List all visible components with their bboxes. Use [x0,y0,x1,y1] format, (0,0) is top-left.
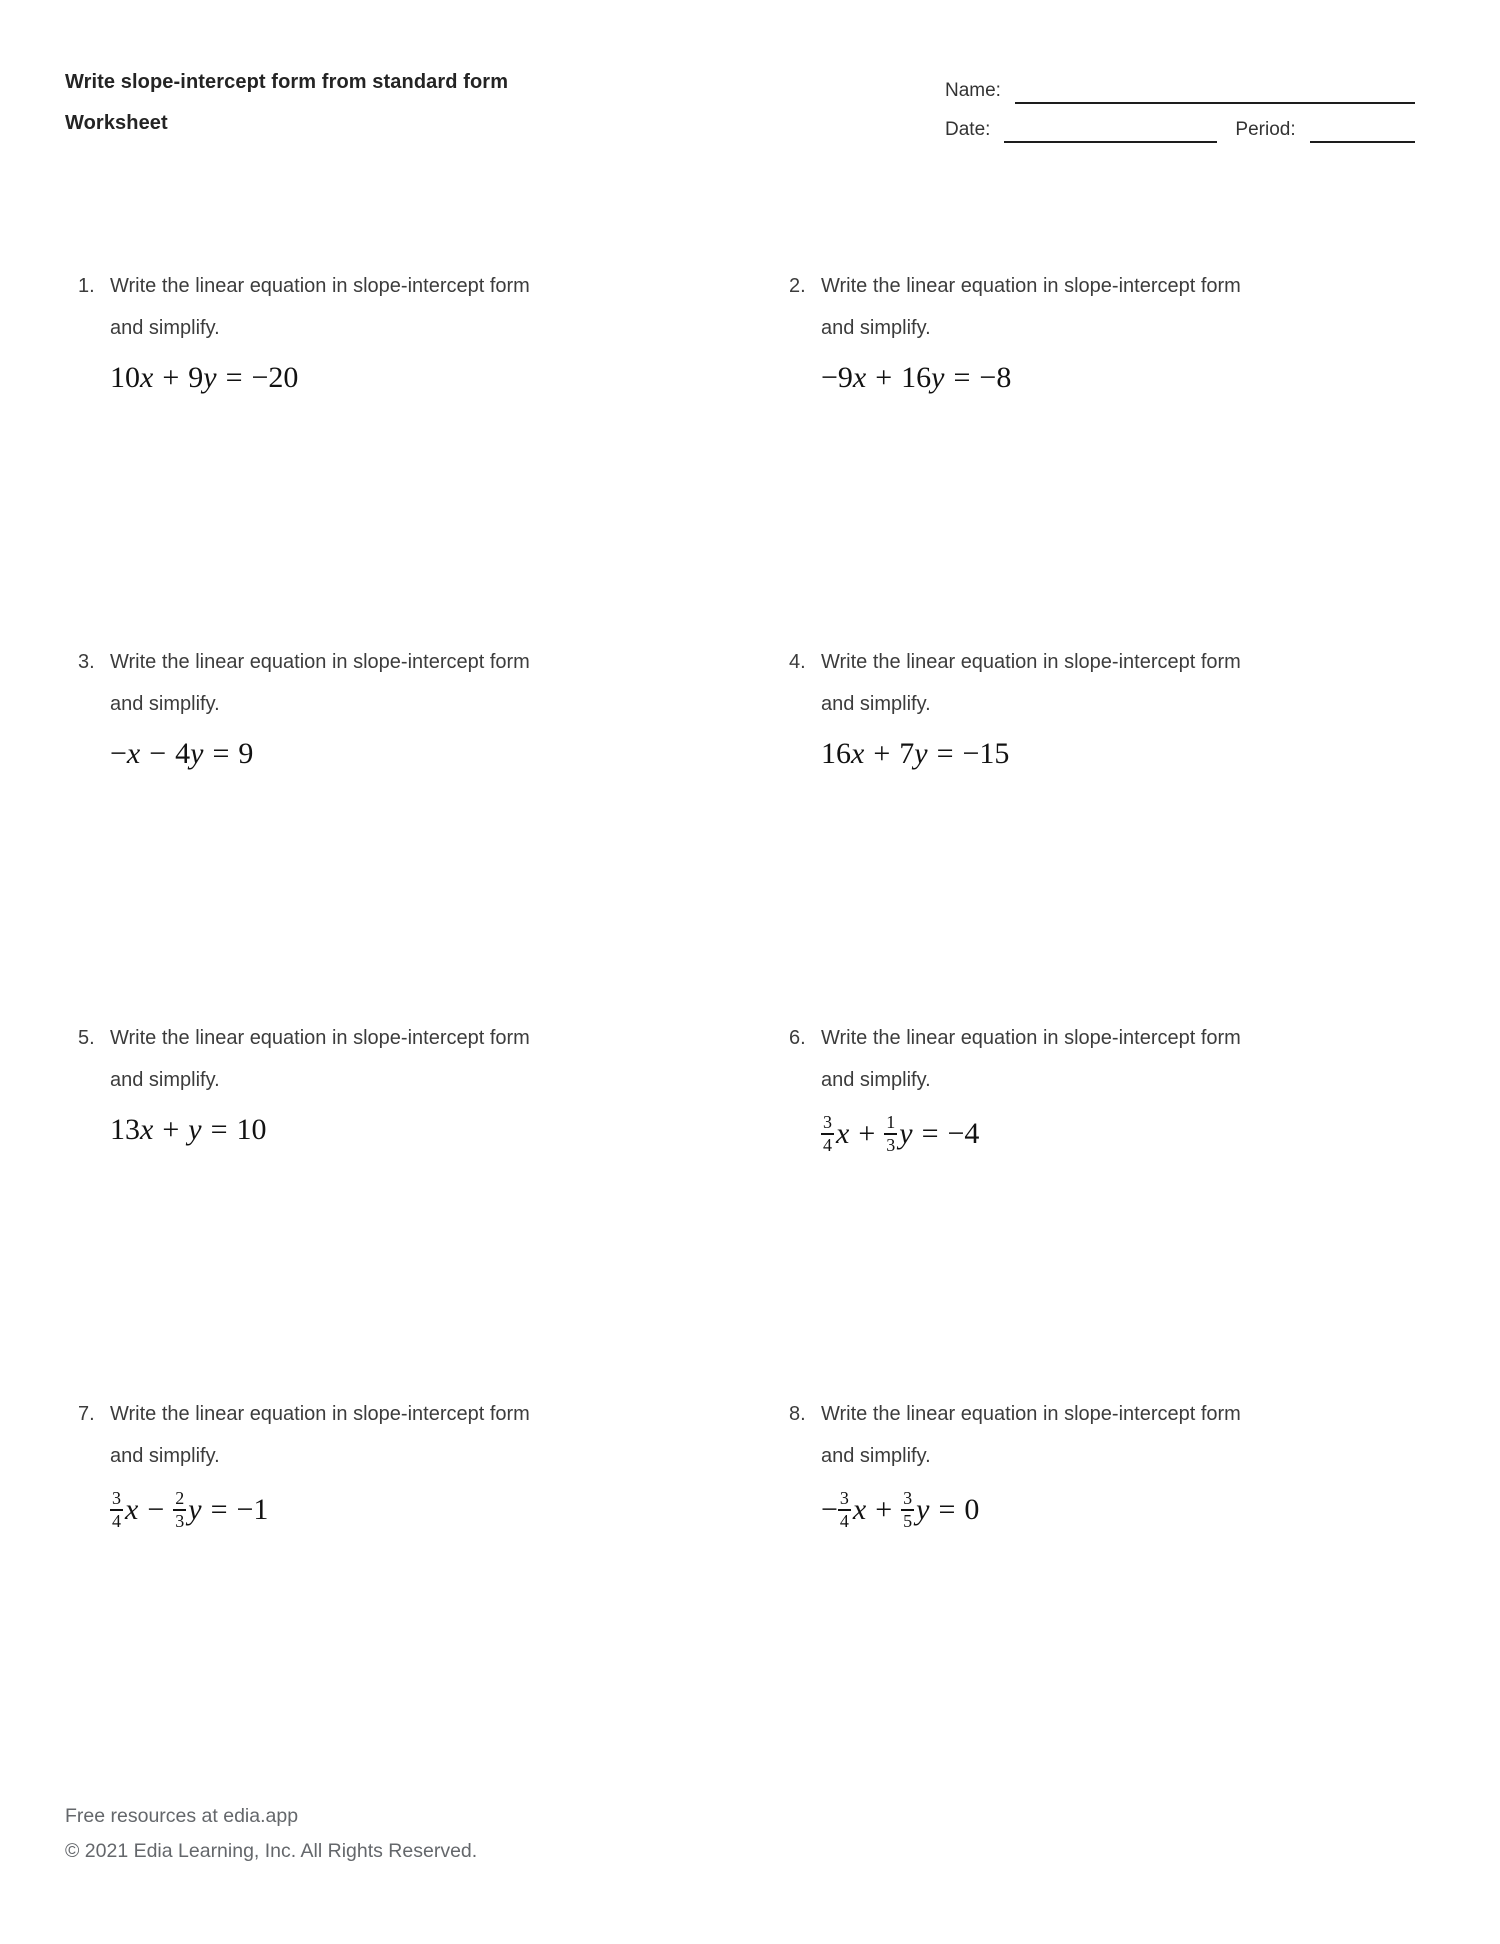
math-variable: y [203,361,217,394]
problem-2-prompt [789,265,1449,349]
name-label: Name: [945,80,1001,101]
prompt-line1: Write the linear equation in slope-intercept form [821,275,1241,297]
math-number: 10 [236,1113,267,1146]
prompt-line2: and simplify. [110,693,220,715]
date-blank-line[interactable] [1004,121,1217,143]
fraction: $\frac{3}{4}$ [839,1488,849,1531]
problem-number: 2. [789,275,806,297]
prompt-line1: Write the linear equation in slope-intercept form [110,1027,530,1049]
equation-8 [821,1489,1449,1531]
problem-4-prompt [789,641,1449,725]
math-variable: x [140,1113,154,1146]
equation-2 [821,361,1449,395]
name-field-row [945,74,1415,104]
fraction: $\frac{3}{5}$ [903,1488,913,1531]
fraction: $\frac{3}{4}$ [112,1488,121,1531]
math-number: 16 [821,737,851,770]
math-number: −20 [251,361,299,394]
math-number: −9 [821,361,853,394]
math-variable: x [836,1116,850,1150]
prompt-line2: and simplify. [110,1445,220,1467]
math-variable: y [931,361,945,394]
problem-number: 3. [78,651,95,673]
math-operator: = [953,361,971,394]
math-number: −15 [962,737,1010,770]
equation-4 [821,737,1449,771]
problem-5 [78,1017,738,1147]
problem-3-prompt [78,641,738,725]
math-operator: = [210,1113,228,1146]
math-variable: x [125,1492,139,1526]
footer-resources-text: Free resources at edia.app [65,1805,299,1827]
problem-1-prompt [78,265,738,349]
math-number: 7 [899,737,915,770]
worksheet-title [65,62,508,144]
prompt-line1: Write the linear equation in slope-intercept form [110,275,530,297]
prompt-line2: and simplify. [821,317,931,339]
math-number: 9 [188,361,204,394]
math-number: 16 [901,361,932,394]
math-operator: + [875,361,893,394]
math-operator: − [149,737,167,770]
math-number: − [821,1492,838,1526]
fraction: $\frac{1}{3}$ [886,1112,896,1155]
math-operator: = [225,361,243,394]
prompt-line2: and simplify. [821,1069,931,1091]
problem-number: 1. [78,275,95,297]
worksheet-title-line2: Worksheet [65,112,168,134]
math-operator: + [875,1492,893,1526]
problem-8 [789,1393,1449,1531]
problem-number: 6. [789,1027,806,1049]
date-period-field-row [945,113,1415,143]
math-operator: = [938,1492,956,1526]
problem-1 [78,265,738,395]
math-number: 13 [110,1113,140,1146]
math-number: 10 [110,361,140,394]
problem-4 [789,641,1449,771]
prompt-line2: and simplify. [821,1445,931,1467]
math-variable: y [190,737,204,770]
math-operator: + [858,1116,876,1150]
problem-3 [78,641,738,771]
problem-7-prompt [78,1393,738,1477]
problem-2 [789,265,1449,395]
prompt-line2: and simplify. [110,317,220,339]
equation-6 [821,1113,1449,1155]
prompt-line1: Write the linear equation in slope-intercept form [821,651,1241,673]
prompt-line1: Write the linear equation in slope-intercept form [821,1027,1241,1049]
math-number: 4 [175,737,191,770]
math-variable: y [188,1113,202,1146]
math-operator: = [210,1492,228,1526]
math-operator: + [873,737,891,770]
math-number: 0 [964,1492,980,1526]
math-variable: x [852,1492,867,1526]
name-blank-line[interactable] [1015,82,1415,104]
prompt-line2: and simplify. [110,1069,220,1091]
math-number: −1 [236,1492,269,1526]
math-variable: x [140,361,154,394]
math-variable: y [916,1492,930,1526]
math-variable: x [852,361,867,394]
prompt-line1: Write the linear equation in slope-intercept form [110,651,530,673]
period-label: Period: [1235,119,1296,140]
math-variable: x [851,737,865,770]
problem-number: 5. [78,1027,95,1049]
equation-5 [110,1113,738,1147]
fraction: $\frac{2}{3}$ [175,1488,185,1531]
math-number: −4 [947,1116,980,1150]
footer [65,1799,477,1869]
problem-6 [789,1017,1449,1155]
math-variable: y [899,1116,913,1150]
problem-6-prompt [789,1017,1449,1101]
prompt-line2: and simplify. [821,693,931,715]
math-variable: x [126,737,141,770]
math-number: 9 [238,737,254,770]
math-variable: y [914,737,928,770]
problem-8-prompt [789,1393,1449,1477]
worksheet-title-line1: Write slope-intercept form from standard form [65,71,509,93]
math-operator: − [147,1492,165,1526]
footer-copyright-text: © 2021 Edia Learning, Inc. All Rights Reserved. [65,1840,478,1862]
prompt-line1: Write the linear equation in slope-intercept form [110,1403,530,1425]
math-number: −8 [979,361,1012,394]
problem-5-prompt [78,1017,738,1101]
math-number: − [110,737,127,770]
problem-number: 8. [789,1403,806,1425]
problem-number: 4. [789,651,806,673]
date-label: Date: [945,119,991,140]
equation-7 [110,1489,738,1531]
math-operator: + [162,361,180,394]
equation-1 [110,361,738,395]
math-operator: = [921,1116,939,1150]
equation-3 [110,737,738,771]
math-operator: + [162,1113,180,1146]
problem-number: 7. [78,1403,95,1425]
math-operator: = [212,737,230,770]
fraction: $\frac{3}{4}$ [823,1112,832,1155]
period-blank-line[interactable] [1310,121,1415,143]
prompt-line1: Write the linear equation in slope-intercept form [821,1403,1241,1425]
problem-7 [78,1393,738,1531]
student-fields [945,74,1415,143]
math-operator: = [936,737,954,770]
math-variable: y [188,1492,202,1526]
